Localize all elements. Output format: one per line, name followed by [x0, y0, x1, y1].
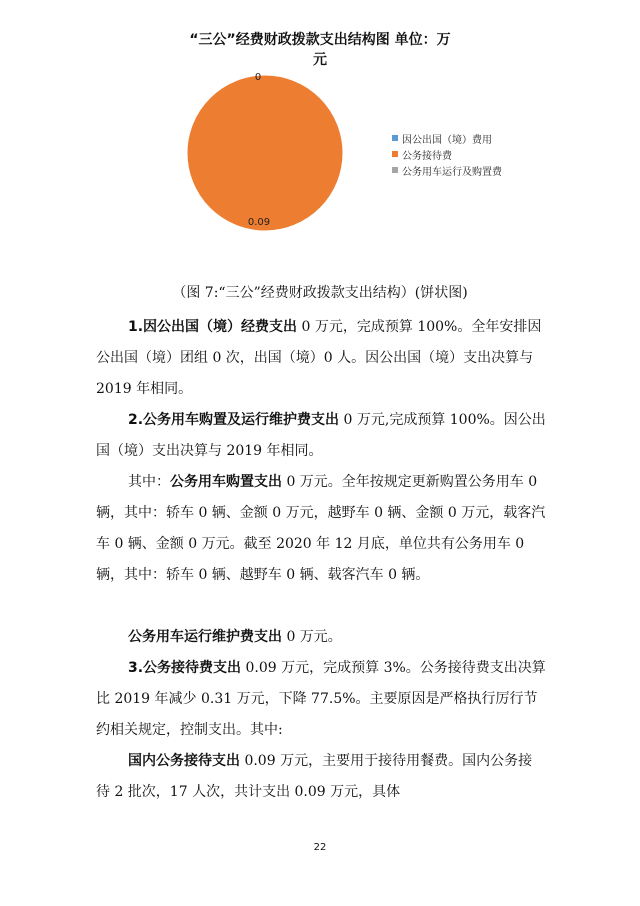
pie-slice	[187, 75, 343, 231]
paragraph-text: 0 万元。全年按规定更新购置公务用车 0 辆，其中：轿车 0 辆、金额 0 万元，越野车 0 辆、金额 0 万元，载客汽车 0 辆、金额 0 万元。截至 2020 年 12 月底，单位共有公务用车 0 辆，其中：轿车 0 辆、越野车 0 辆、载客汽车 0 辆。	[96, 474, 546, 583]
paragraph-heading: 2.公务用车购置及运行维护费支出	[128, 412, 340, 428]
chart-legend	[392, 130, 502, 178]
paragraph-text: 0 万元,完成预算 100%。因公出国（境）支出决算与 2019 年相同。	[96, 412, 546, 459]
legend-label: 因公出国（境）费用	[402, 134, 492, 146]
paragraph-heading: 公务用车购置支出	[170, 474, 282, 490]
paragraph-reception	[96, 653, 546, 746]
paragraph-vehicle-maintenance	[96, 622, 546, 653]
paragraph-vehicle-purchase	[96, 467, 546, 591]
paragraph-heading: 1.因公出国（境）经费支出	[128, 319, 298, 335]
legend-item	[392, 146, 502, 162]
paragraph-heading: 国内公务接待支出	[128, 753, 240, 769]
legend-swatch	[392, 167, 398, 173]
data-label-top: 0	[254, 72, 262, 83]
page-number: 22	[313, 842, 327, 853]
figure-caption: （图 7:“三公”经费财政拨款支出结构）(饼状图)	[172, 285, 468, 301]
chart-title: “三公”经费财政拨款支出结构图 单位：万	[189, 32, 451, 48]
legend-label: 公务接待费	[402, 150, 452, 162]
paragraph-heading: 3.公务接待费支出	[128, 660, 242, 676]
legend-swatch	[392, 151, 398, 157]
data-label-bottom: 0.09	[247, 217, 271, 228]
chart-title-continued: 元	[313, 52, 327, 68]
legend-swatch	[392, 135, 398, 141]
paragraph-text: 0.09 万元，主要用于接待用餐费。国内公务接待 2 批次，17 人次，共计支出 0.09 万元，具体	[96, 753, 533, 800]
legend-item	[392, 130, 502, 146]
paragraph-domestic-reception	[96, 746, 546, 808]
paragraph-prefix: 其中：	[128, 474, 170, 490]
pie-chart	[0, 0, 640, 260]
paragraph-text: 0 万元。	[282, 629, 342, 645]
paragraph-vehicle-costs	[96, 405, 546, 467]
paragraph-heading: 公务用车运行维护费支出	[128, 629, 282, 645]
legend-item	[392, 162, 502, 178]
paragraph-outbound-travel	[96, 312, 546, 405]
paragraph-text: 0 万元，完成预算 100%。全年安排因公出国（境）团组 0 次，出国（境）0 人。因公出国（境）支出决算与 2019 年相同。	[96, 319, 542, 397]
paragraph-text: 0.09 万元，完成预算 3%。公务接待费支出决算比 2019 年减少 0.31 万元，下降 77.5%。主要原因是严格执行厉行节约相关规定，控制支出。其中:	[96, 660, 546, 738]
legend-label: 公务用车运行及购置费	[402, 166, 502, 178]
